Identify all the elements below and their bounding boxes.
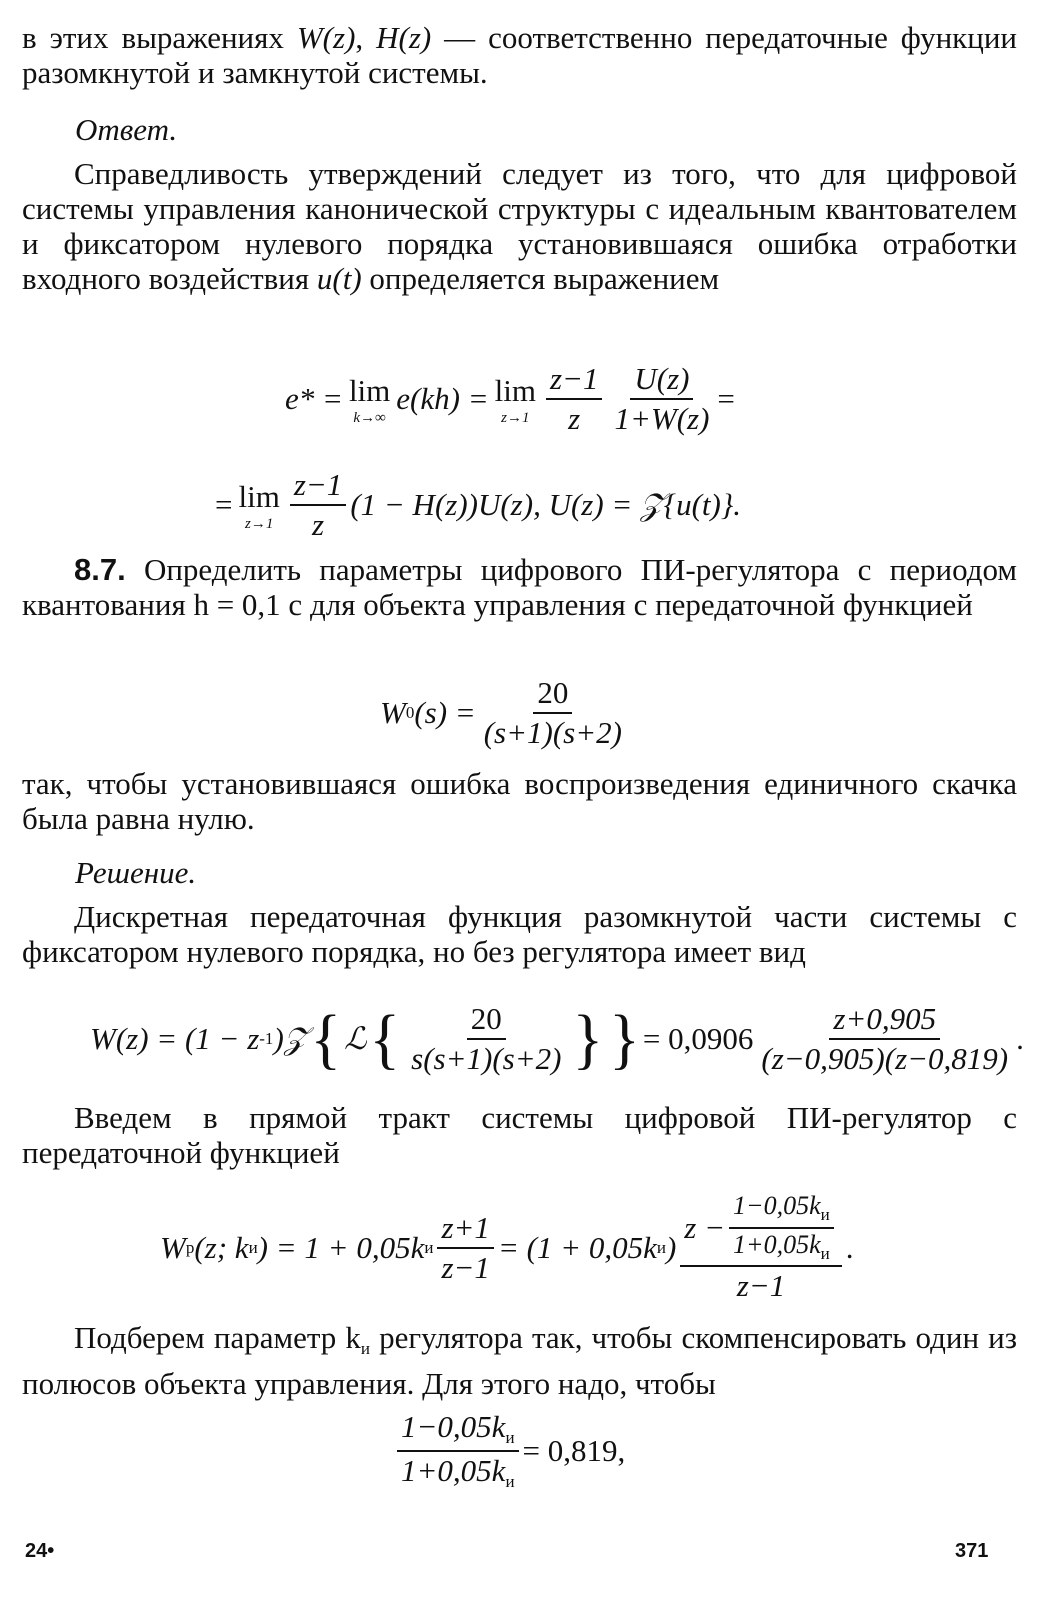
formula-steady-state-error: e* = lim k→∞ e(kh) = lim z→1 $\frac{z-1}{z}$ $\frac{U(z)}{1+W(z)}$ = — [285, 361, 735, 437]
fraction-compensation: $\frac{1-0,05kи}{1+0,05kи}$ — [397, 1410, 519, 1491]
formula-compensation: $\frac{1-0,05kи}{1+0,05kи}$ = 0,819, — [393, 1410, 625, 1491]
fraction-plant: $\frac{20}{(s+1)(s+2)}$ — [483, 675, 622, 751]
fraction-discrete: $\frac{z+0,905}{(z-0,905)(z-0,819)}$ — [761, 1001, 1009, 1077]
brace-right-outer: } — [609, 1001, 640, 1076]
fraction-inner: $\frac{1-0,05k_и}{1+0,05k_и}$ — [729, 1192, 834, 1263]
intro-paragraph: в этих выражениях W(z), H(z) — соответственно передаточные функции разомкнутой и замкнутой системы. — [22, 20, 1018, 90]
brace-left-inner: { — [369, 1001, 401, 1076]
solution-paragraph: Дискретная передаточная функция разомкнутой части системы с фиксатором нулевого порядка, но без регулятора имеет вид — [22, 899, 1017, 969]
footer-signature-mark: 24• — [25, 1540, 55, 1562]
formula-error-closed-loop: = lim z→1 $\frac{z-1}{z}$ (1 − H(z))U(z), U(z) = 𝒵{u(t)}. — [215, 467, 741, 543]
brace-right-inner: } — [572, 1001, 604, 1076]
solution-heading: Решение. — [75, 855, 197, 890]
brace-left-outer: { — [310, 1001, 342, 1076]
formula-plant-transfer: W 0 (s) = $\frac{20}{(s+1)(s+2)}$ — [380, 676, 630, 750]
formula-pi-regulator: W р (z; k и ) = 1 + 0,05k и $\frac{z+1}{z-1}$ = (1 + 0,05k и ) z − $\frac{1-0,05k_и}{1+0,05k_и}$ z−1 . — [160, 1191, 854, 1304]
pi-intro-paragraph: Введем в прямой тракт системы цифровой ПИ-регулятор с передаточной функцией — [22, 1100, 1017, 1170]
fraction-z2: $\frac{z-1}{z}$ — [290, 468, 346, 542]
lim-z: lim z→1 — [494, 372, 536, 426]
select-param-paragraph: Подберем параметр kи регулятора так, чтобы скомпенсировать один из полюсов объекта управления. Для этого надо, чтобы — [22, 1320, 1017, 1401]
fraction-pi: $\frac{z+1}{z-1}$ — [437, 1211, 493, 1285]
lim-k: lim k→∞ — [348, 372, 391, 426]
problem-continuation: так, чтобы установившаяся ошибка воспроизведения единичного скачка была равна нулю. — [22, 766, 1017, 836]
answer-paragraph: Справедливость утверждений следует из того, что для цифровой системы управления канонической структуры с идеальным квантователем и фиксатором нулевого порядка установившаяся ошибка отработки входного воздействия u(t) определяется выражением — [22, 156, 1017, 296]
fraction-laplace: $\frac{20}{s(s+1)(s+2)}$ — [411, 1001, 562, 1077]
answer-heading: Ответ. — [75, 112, 178, 147]
page-number: 371 — [955, 1540, 989, 1562]
fraction-z: $\frac{z-1}{z}$ — [546, 362, 602, 436]
fraction-U: $\frac{U(z)}{1+W(z)}$ — [614, 361, 710, 437]
fraction-pi-compound: z − $\frac{1-0,05k_и}{1+0,05k_и}$ z−1 — [680, 1192, 841, 1303]
lim-z2: lim z→1 — [238, 478, 280, 532]
formula-discrete-transfer: W(z) = (1 − z -1 )𝒵 { ℒ { $\frac{20}{s(s+1)(s+2)}$ } } = 0,0906 $\frac{z+0,905}{(z-0,905)(z-0,819)}$ . — [90, 1001, 1024, 1077]
problem-paragraph: 8.7. Определить параметры цифрового ПИ-регулятора с периодом квантования h = 0,1 с для объекта управления с передаточной функцией — [22, 552, 1017, 622]
